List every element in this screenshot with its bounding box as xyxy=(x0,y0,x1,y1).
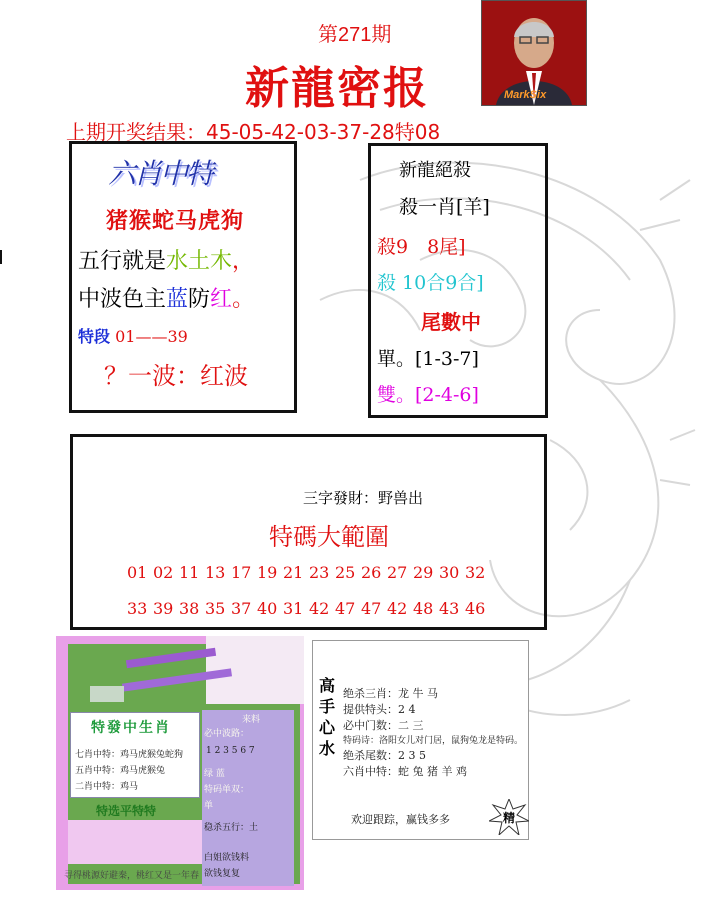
previous-result: 上期开奖结果：45-05-42-03-37-28特08 xyxy=(66,120,441,144)
card-line-1: 七肖中特：鸡马虎猴兔蛇狗 xyxy=(75,750,184,760)
panel-footer: 欢迎跟踪，赢钱多多 xyxy=(351,813,450,826)
vertical-title xyxy=(319,675,337,759)
info-3: 特码单双： xyxy=(204,785,250,795)
single-tails: 單。[1-3-7] xyxy=(377,348,479,370)
kill-zodiac: 殺一肖[羊] xyxy=(399,196,490,218)
row-1-number: 30 xyxy=(439,563,460,582)
row-1-number: 21 xyxy=(283,563,304,582)
photo-badge: MarkSix xyxy=(504,89,547,101)
wuxing-prefix: 五行就是 xyxy=(78,249,167,274)
vertical-char: 手 xyxy=(319,697,336,716)
page-title: 新龍密报 xyxy=(245,63,429,114)
info-0: 来料 xyxy=(242,715,261,725)
wave-mid: 防 xyxy=(188,287,211,312)
info-column xyxy=(202,710,294,886)
row-1-number: 29 xyxy=(413,563,434,582)
zodiac-promo-image xyxy=(56,636,304,890)
info-4: 单 xyxy=(204,801,214,811)
info-2: 绿 蓝 xyxy=(204,769,225,779)
vertical-char: 水 xyxy=(319,739,336,758)
info-7: 欲钱复复 xyxy=(204,869,241,879)
one-wave-line: ？一波：红波 xyxy=(104,362,248,390)
wave-main: 蓝 xyxy=(166,287,189,312)
row-1-number: 13 xyxy=(205,563,226,582)
tail-title: 尾數中 xyxy=(421,310,481,334)
row-1-number: 27 xyxy=(387,563,408,582)
card-line-3: 二肖中特：鸡马 xyxy=(75,782,139,792)
row-2-number: 46 xyxy=(465,599,486,618)
row-1-number: 01 xyxy=(127,563,148,582)
six-zodiac-logo: 六肖中特 xyxy=(108,157,213,190)
segment-label: 特段 xyxy=(78,327,111,346)
info-digits: 1 2 3 5 6 7 xyxy=(206,746,255,756)
tip-1: 绝杀三肖：龙 牛 马 xyxy=(343,687,438,700)
promo-bottom-line: 寻得桃源好避秦，桃红又是一年春 xyxy=(64,871,200,881)
range-title: 特碼大範圍 xyxy=(269,523,389,551)
kill-box xyxy=(368,143,548,418)
number-row-2 xyxy=(127,599,491,618)
wave-line xyxy=(78,282,254,313)
row-2-number: 47 xyxy=(335,599,356,618)
kill-title: 新龍絕殺 xyxy=(399,160,471,181)
range-box xyxy=(70,434,547,630)
row-1-number: 17 xyxy=(231,563,252,582)
issue-number: 第271期 xyxy=(318,24,392,46)
row-1-number: 23 xyxy=(309,563,330,582)
double-tails: 雙。[2-4-6] xyxy=(377,384,479,406)
stamp-text: 精 xyxy=(503,811,516,825)
tip-2: 提供特头：2 4 xyxy=(343,703,416,716)
info-1: 必中波路： xyxy=(204,729,250,739)
segment-line xyxy=(78,324,188,347)
portrait-photo xyxy=(481,0,587,106)
row-2-number: 42 xyxy=(309,599,330,618)
riddle-value: 野兽出 xyxy=(378,489,424,507)
row-2-number: 31 xyxy=(283,599,304,618)
tip-6: 六肖中特：蛇 兔 猪 羊 鸡 xyxy=(343,765,467,778)
row-2-number: 39 xyxy=(153,599,174,618)
row-2-number: 43 xyxy=(439,599,460,618)
wuxing-line xyxy=(78,244,254,275)
row-2-number: 42 xyxy=(387,599,408,618)
row-2-number: 37 xyxy=(231,599,252,618)
wave-suffix: 。 xyxy=(232,287,255,312)
segment-value: 01——39 xyxy=(115,327,188,346)
row-2-number: 38 xyxy=(179,599,200,618)
zodiac-list-card xyxy=(70,712,200,798)
tip-5: 绝杀尾数：2 3 5 xyxy=(343,749,426,762)
expert-tips-panel xyxy=(312,640,529,840)
wuxing-suffix: ， xyxy=(232,249,255,274)
wave-prefix: 中波色主 xyxy=(78,287,167,312)
vertical-char: 心 xyxy=(319,718,336,737)
row-1-number: 19 xyxy=(257,563,278,582)
info-6: 白姐欲钱料 xyxy=(204,853,250,863)
card-header: 特發中生肖 xyxy=(91,720,171,736)
card-line-2: 五肖中特：鸡马虎猴兔 xyxy=(75,766,166,776)
row-2-number: 33 xyxy=(127,599,148,618)
wave-alt: 红 xyxy=(210,287,233,312)
row-2-number: 40 xyxy=(257,599,278,618)
wuxing-value: 水土木 xyxy=(166,249,233,274)
zodiac-list: 猪猴蛇马虎狗 xyxy=(106,208,245,234)
riddle-line xyxy=(303,487,423,508)
promo-footer-title: 特选平特特 xyxy=(96,804,157,818)
vertical-char: 高 xyxy=(319,676,336,695)
six-zodiac-box xyxy=(69,141,297,413)
edge-mark xyxy=(0,250,2,264)
row-1-number: 25 xyxy=(335,563,356,582)
kill-tail: 殺9 8尾] xyxy=(377,236,466,258)
row-1-number: 02 xyxy=(153,563,174,582)
row-2-number: 48 xyxy=(413,599,434,618)
promo-blur xyxy=(90,686,124,702)
row-1-number: 11 xyxy=(179,563,200,582)
row-1-number: 26 xyxy=(361,563,382,582)
tip-3: 必中门数：二 三 xyxy=(343,719,424,732)
row-1-number: 32 xyxy=(465,563,486,582)
row-2-number: 47 xyxy=(361,599,382,618)
riddle-label: 三字發財： xyxy=(303,489,379,507)
row-2-number: 35 xyxy=(205,599,226,618)
tip-4: 特码诗：洛阳女儿对门居，鼠狗兔龙是特码。 xyxy=(343,736,524,746)
info-5: 稳杀五行：土 xyxy=(204,823,259,833)
promo-lower-panel xyxy=(68,820,202,864)
kill-sum: 殺 10合9合] xyxy=(377,272,484,294)
number-row-1 xyxy=(127,563,491,582)
